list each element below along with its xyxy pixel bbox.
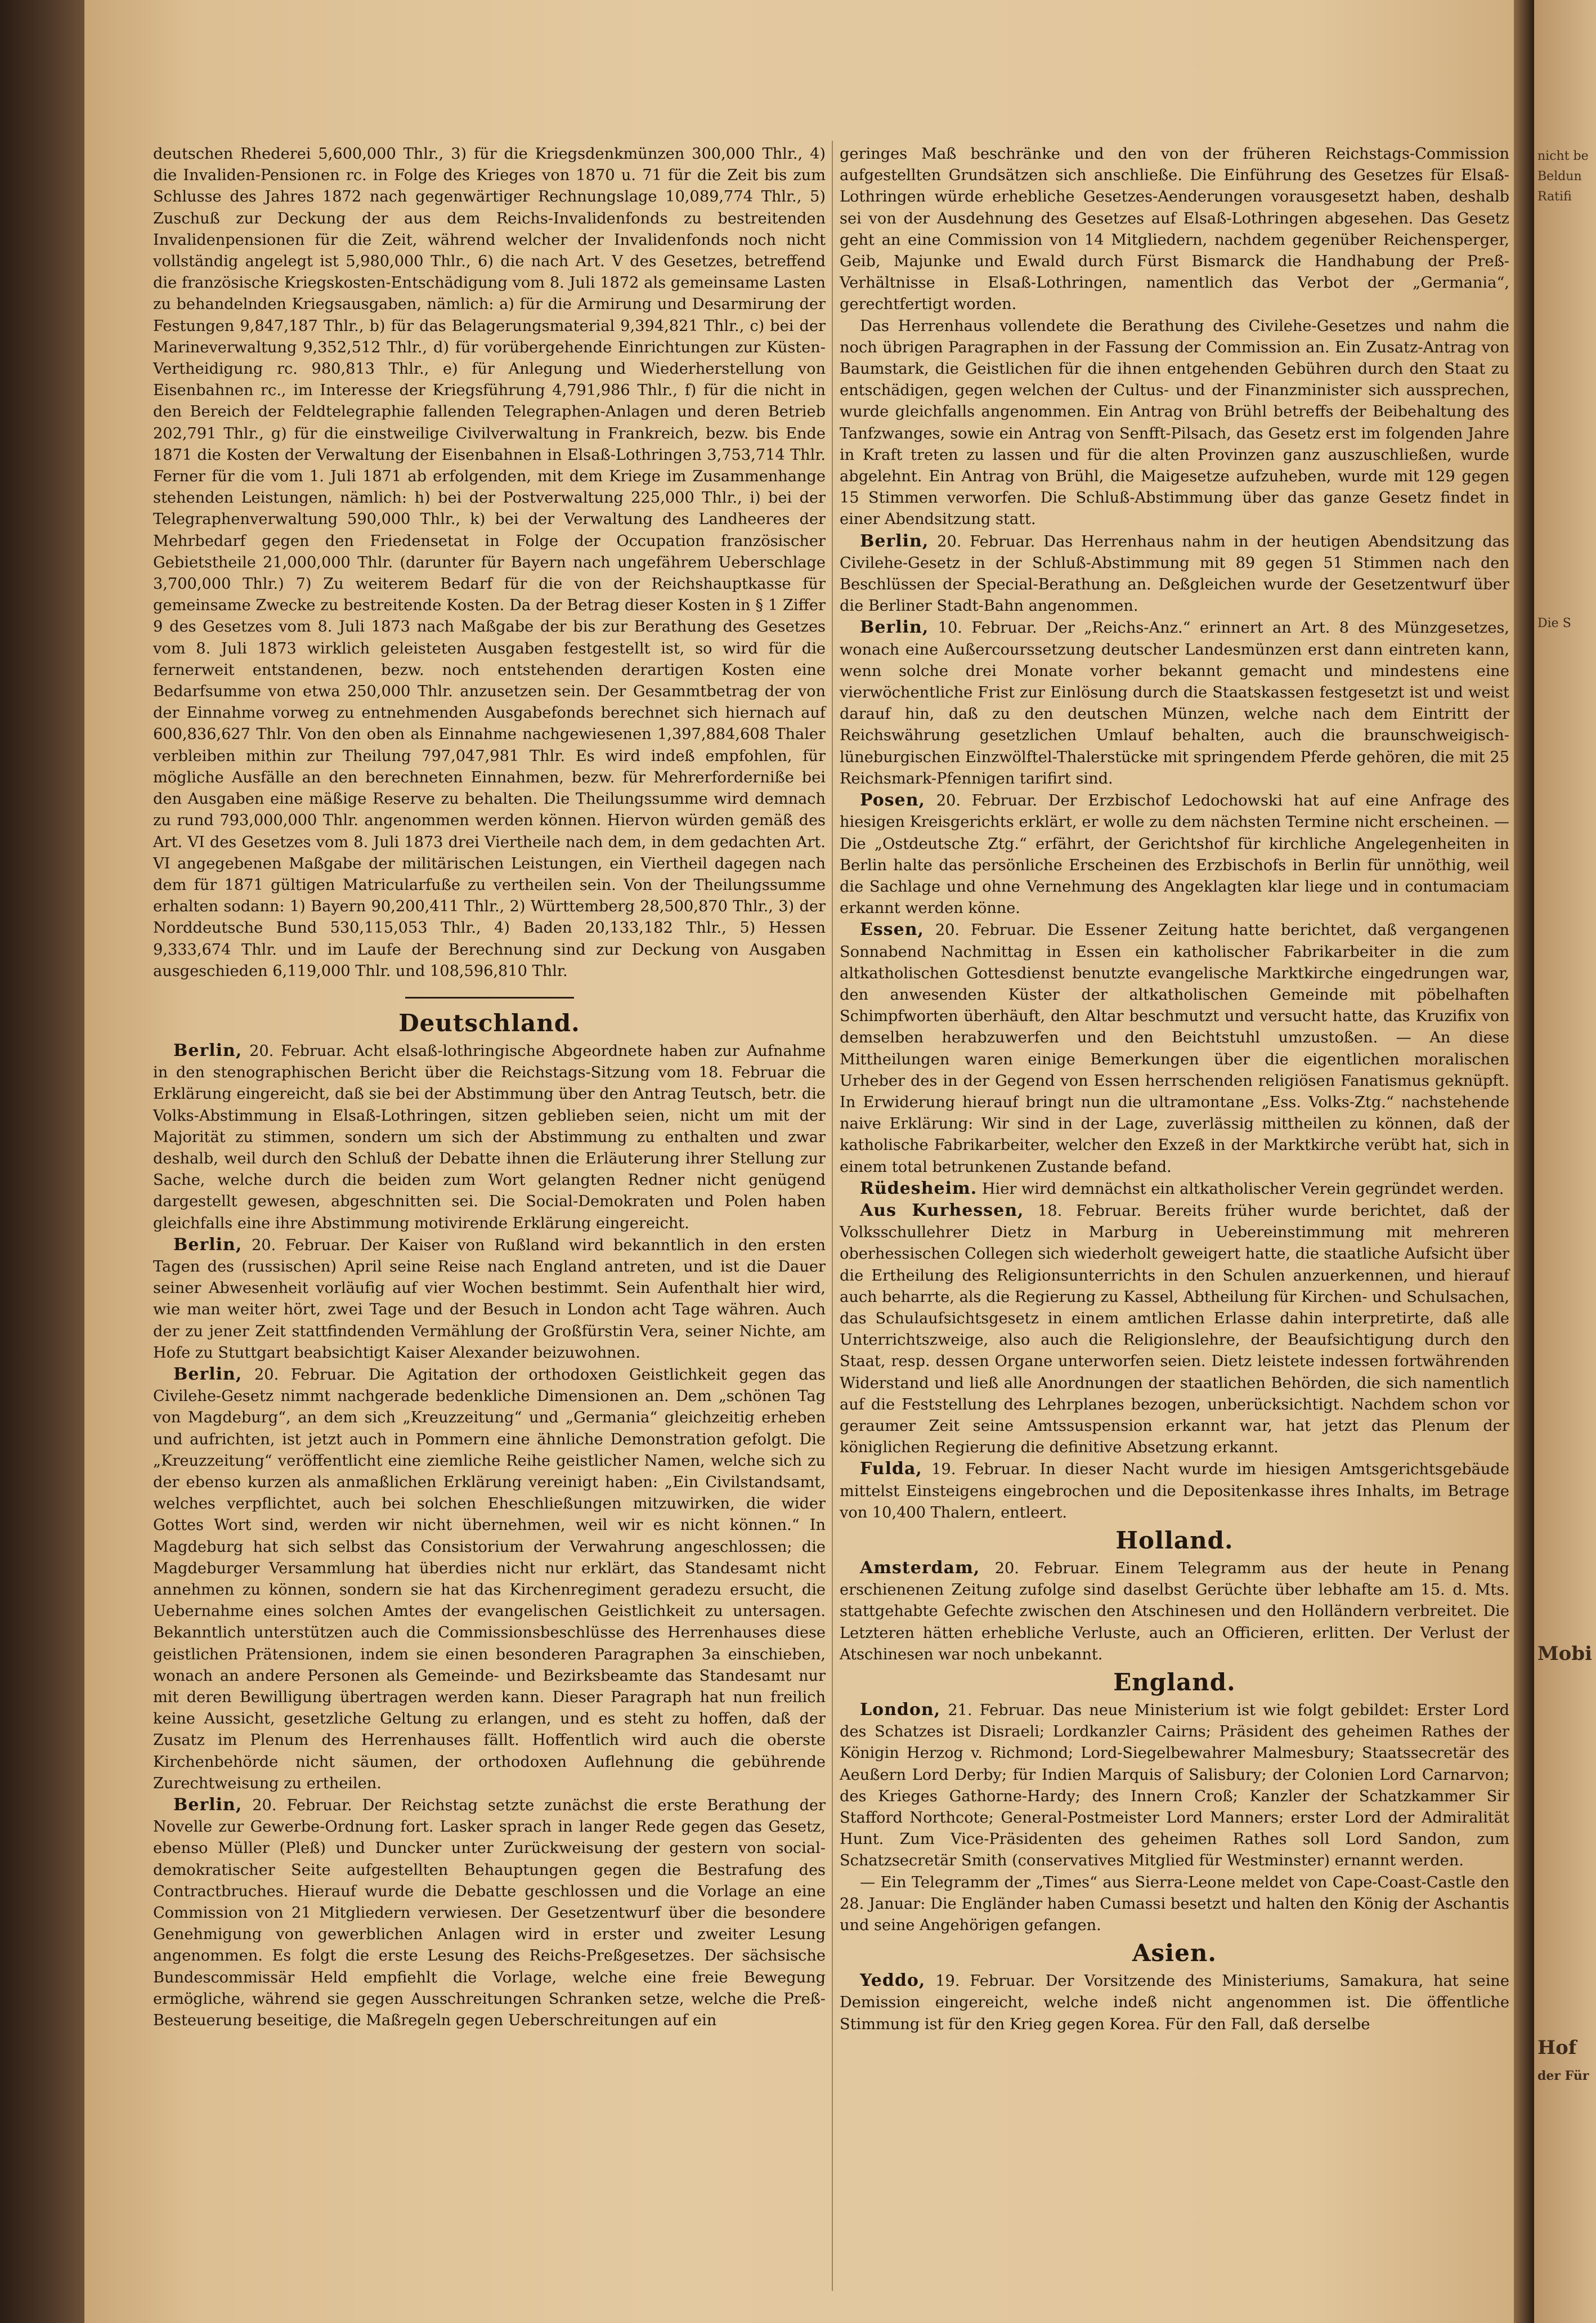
news-item	[840, 1699, 1509, 1872]
book-spine-left	[0, 0, 84, 2323]
dateline: London,	[860, 1700, 941, 1720]
next-page-fragment: der Für	[1537, 2069, 1589, 2083]
news-item	[153, 1794, 826, 2031]
news-text: 20. Februar. Die Agitation der orthodoxen Geistlichkeit gegen das Civilehe-Gesetz nimmt nachgerade bedenkliche Dimensionen an. Dem „schönen Tag von Magdeburg“, an dem sich „Kreuzzeitung“ und „Germania“ gleichzeitig erheben und aufrichten, ist jetzt auch in Pommern eine ähnliche Demonstration gefolgt. Die „Kreuzzeitung“ veröffentlicht eine ziemliche Reihe geistlicher Namen, welche sich zu der ebenso kurzen als anmaßlichen Erklärung vereinigt haben: „Ein Civilstandsamt, welches verpflichtet, auch bei solchen Eheschließungen mitzuwirken, die wider Gottes Wort sind, werden wir nicht übernehmen, weil wir es nicht können.“ In Magdeburg hat sich selbst das Consistorium der Verwahrung angeschlossen; die Magdeburger Versammlung hat überdies nicht nur erklärt, das Standesamt nicht annehmen zu können, sondern sie hat das Kirchenregiment geradezu ersucht, die Uebernahme eines solchen Amtes der evangelischen Geistlichkeit zu untersagen. Bekanntlich unterstützen auch die Commissionsbeschlüsse des Herrenhauses diese geistlichen Prätensionen, indem sie einen besonderen Paragraphen 3a einschieben, wonach an andere Personen als Gemeinde- und Bezirksbeamte das Standesamt nur mit deren Bewilligung übertragen werden kann. Dieser Paragraph hat nun freilich keine Aussicht, gesetzliche Geltung zu erlangen, und es steht zu hoffen, daß der Zusatz im Plenum des Herrenhauses fällt. Hoffentlich wird auch die oberste Kirchenbehörde nicht säumen, der orthodoxen Auflehnung die gebührende Zurechtweisung zu ertheilen.	[153, 1366, 826, 1792]
news-item	[840, 790, 1509, 919]
news-text: 10. Februar. Der „Reichs-Anz.“ erinnert an Art. 8 des Münzgesetzes, wonach eine Außercourssetzung deutscher Landesmünzen erst dann eintreten kann, wenn solche drei Monate vorher bekannt gemacht und mindestens eine vierwöchentliche Frist zur Einlösung durch die Staatskassen festgesetzt ist und weist darauf hin, daß zu den deutschen Münzen, welche nach dem Eintritt der Reichswährung gesetzlichen Umlauf behalten, auch die braunschweigisch-lüneburgischen Einzwölftel-Thalerstücke mit springendem Pferde gehören, die mit 25 Reichsmark-Pfennigen tarifirt sind.	[840, 619, 1509, 787]
dateline: Posen,	[860, 790, 925, 811]
news-text: Hier wird demnächst ein altkatholischer Verein gegründet werden.	[977, 1180, 1504, 1198]
dateline: Fulda,	[860, 1459, 922, 1479]
next-page-fragment: Ratifi	[1537, 190, 1572, 204]
dateline: Berlin,	[173, 1040, 243, 1060]
dateline: Amsterdam,	[860, 1558, 980, 1578]
dateline: Rüdesheim.	[860, 1178, 978, 1198]
news-item	[840, 1557, 1509, 1666]
news-item	[840, 1970, 1509, 2035]
news-text: 20. Februar. Der Kaiser von Rußland wird bekanntlich in den ersten Tagen des (russischen) April seine Reise nach England antreten, und ist die Dauer seiner Abwesenheit vorläufig auf vier Wochen bestimmt. Sein Aufenthalt hier wird, wie man weiter hört, zwei Tage und der Besuch in London acht Tage währen. Auch der zu jener Zeit stattfindenden Vermählung der Großfürstin Vera, seiner Nichte, am Hofe zu Stuttgart beabsichtigt Kaiser Alexander beizuwohnen.	[153, 1236, 826, 1362]
news-text: 21. Februar. Das neue Ministerium ist wie folgt gebildet: Erster Lord des Schatzes ist Disraeli; Lordkanzler Cairns; Präsident des geheimen Rathes der Königin Herzog v. Richmond; Lord-Siegelbewahrer Malmesbury; Staatssecretär des Aeußern Lord Derby; für Indien Marquis of Salisbury; der Colonien Lord Carnarvon; des Krieges Gathorne-Hardy; des Innern Croß; Kanzler der Schatzkammer Sir Stafford Northcote; General-Postmeister Lord Manners; erster Lord der Admiralität Hunt. Zum Vice-Präsidenten des geheimen Rathes soll Lord Sandon, zum Schatzsecretär Smith (conservatives Mitglied für Westminster) ernannt werden.	[840, 1702, 1509, 1870]
section-rule	[405, 997, 574, 999]
dateline: Yeddo,	[860, 1971, 926, 1991]
next-page-edge	[1534, 0, 1596, 2323]
news-item	[153, 1234, 826, 1364]
news-text: 19. Februar. Der Vorsitzende des Ministeriums, Samakura, hat seine Demission eingereicht, welche indeß nicht angenommen ist. Die öffentliche Stimmung ist für den Krieg gegen Korea. Für den Fall, daß derselbe	[840, 1972, 1509, 2033]
next-page-fragment: Die S	[1537, 616, 1571, 630]
news-text: 20. Februar. Acht elsaß-lothringische Abgeordnete haben zur Aufnahme in den stenographischen Bericht über die Reichstags-Sitzung vom 18. Februar die Erklärung eingereicht, daß sie bei der Abstimmung über den Antrag Teutsch, betr. die Volks-Abstimmung in Elsaß-Lothringen, sitzen geblieben seien, nicht um mit der Majorität zu stimmen, sondern um sich der Abstimmung zu enthalten und zwar deshalb, weil durch den Schluß der Debatte ihnen die Erläuterung ihrer Stellung zur Sache, welche durch die beiden zum Wort gelangten Redner nicht genügend dargestellt gewesen, abgeschnitten sei. Die Social-Demokraten und Polen haben gleichfalls eine ihre Abstimmung motivirende Erklärung eingereicht.	[153, 1042, 826, 1232]
news-item	[840, 919, 1509, 1178]
news-item	[153, 1040, 826, 1234]
section-title-england: England.	[1113, 1668, 1236, 1697]
news-item	[840, 1178, 1509, 1200]
next-page-fragment: Mobi	[1537, 1642, 1593, 1665]
column-left	[153, 144, 826, 2031]
news-text: 20. Februar. Der Erzbischof Ledochowski hat auf eine Anfrage des hiesigen Kreisgerichts erklärt, er wolle zu dem nächsten Termine nicht erscheinen. — Die „Ostdeutsche Ztg.“ erfährt, der Gerichtshof für kirchliche Angelegenheiten in Berlin halte das persönliche Erscheinen des Erzbischofs in Berlin für unnöthig, weil die Sachlage und ohne Vernehmung des Angeklagten klar liege und in contumaciam erkannt werden könne.	[840, 792, 1509, 917]
book-gutter	[1514, 0, 1534, 2323]
dateline: Berlin,	[173, 1234, 243, 1255]
news-text: 20. Februar. Der Reichstag setzte zunächst die erste Berathung der Novelle zur Gewerbe-Ordnung fort. Lasker sprach in langer Rede gegen das Gesetz, ebenso Müller (Pleß) und Duncker unter Zurückweisung der gestern von social-demokratischer Seite aufgestellten Behauptungen gegen die Bestrafung des Contractbruches. Hierauf wurde die Debatte geschlossen und die Vorlage an eine Commission von 21 Mitgliedern verwiesen. Der Gesetzentwurf über die besondere Genehmigung von gewerblichen Anlagen wird in erster und zweiter Lesung angenommen. Es folgt die erste Lesung des Reichs-Preßgesetzes. Der sächsische Bundescommissär Held empfiehlt die Vorlage, welche eine freie Bewegung ermögliche, während sie gegen Ausschreitungen Schranken setze, welche die Preß-Besteuerung beseitige, die Maßregeln gegen Ueberschreitungen auf ein	[153, 1797, 826, 2030]
dateline: Berlin,	[173, 1795, 243, 1815]
news-item	[840, 531, 1509, 617]
news-item	[840, 617, 1509, 790]
dateline: Berlin,	[860, 531, 929, 551]
dateline: Berlin,	[860, 617, 929, 638]
dateline: Essen,	[860, 920, 924, 940]
next-page-fragment: Beldun	[1537, 169, 1582, 183]
section-title-asien: Asien.	[1132, 1939, 1217, 1967]
news-item	[840, 1458, 1509, 1524]
news-item: Das Herrenhaus vollendete die Berathung des Civilehe-Gesetzes und nahm die noch übrigen Paragraphen in der Fassung der Commission an. Ein Zusatz-Antrag von Baumstark, die Geistlichen für die ihnen entgehenden Gebühren durch den Staat zu entschädigen, gegen welchen der Cultus- und der Finanzminister sich aussprechen, wurde gleichfalls angenommen. Ein Antrag von Brühl betreffs der Beibehaltung des Tanfzwanges, sowie ein Antrag von Senfft-Pilsach, das Gesetz erst im folgenden Jahre in Kraft treten zu lassen und für die alten Provinzen ganz auszuschließen, wurde abgelehnt. Ein Antrag von Brühl, die Maigesetze aufzuheben, wurde mit 129 gegen 15 Stimmen verworfen. Die Schluß-Abstimmung über das ganze Gesetz findet in einer Abendsitzung statt.	[840, 317, 1509, 529]
news-item	[153, 1364, 826, 1794]
dateline: Aus Kurhessen,	[860, 1200, 1024, 1220]
news-item	[840, 1200, 1509, 1458]
news-text: 19. Februar. In dieser Nacht wurde im hiesigen Amtsgerichtsgebäude mittelst Einsteigens eingebrochen und die Depositenkasse ihres Inhalts, im Betrage von 10,400 Thalern, entleert.	[840, 1461, 1509, 1521]
article-continuation: deutschen Rhederei 5,600,000 Thlr., 3) für die Kriegsdenkmünzen 300,000 Thlr., 4) die Invaliden-Pensionen rc. in Folge des Krieges von 1870 u. 71 für die Zeit bis zum Schlusse des Jahres 1872 nach gegenwärtiger Rechnungslage 10,089,774 Thlr., 5) Zuschuß zur Deckung der aus dem Reichs-Invalidenfonds zu bestreitenden Invalidenpensionen für die Zeit, während welcher der Invalidenfonds noch nicht vollständig angelegt ist 5,980,000 Thlr., 6) die nach Art. V des Gesetzes, betreffend die französische Kriegskosten-Entschädigung vom 8. Juli 1872 als gemeinsame Lasten zu behandelnden Kriegsausgaben, nämlich: a) für die Armirung und Desarmirung der Festungen 9,847,187 Thlr., b) für das Belagerungsmaterial 9,394,821 Thlr., c) bei der Marineverwaltung 9,352,512 Thlr., d) für vorübergehende Einrichtungen zur Küsten-Vertheidigung rc. 980,813 Thlr., e) für Anlegung und Wiederherstellung von Eisenbahnen rc., im Interesse der Kriegsführung 4,791,986 Thlr., f) für die nicht in den Bereich der Feldtelegraphie fallenden Telegraphen-Anlagen und deren Betrieb 202,791 Thlr., g) für die einstweilige Civilverwaltung in Frankreich, bezw. bis Ende 1871 die Kosten der Verwaltung der Eisenbahnen in Elsaß-Lothringen 3,753,714 Thlr. Ferner für die vom 1. Juli 1871 ab erfolgenden, mit dem Kriege im Zusammenhange stehenden Leistungen, nämlich: h) bei der Postverwaltung 225,000 Thlr., i) bei der Telegraphenverwaltung 590,000 Thlr., k) bei der Verwaltung des Landheeres der Mehrbedarf gegen den Friedensetat in Folge der Occupation französischer Gebietstheile 21,000,000 Thlr. (darunter für Bayern nach ungefährem Ueberschlage 3,700,000 Thlr.) 7) Zu weiterem Bedarf für die von der Reichshauptkasse für gemeinsame Zwecke zu bestreitende Kosten. Da der Betrag dieser Kosten in § 1 Ziffer 9 des Gesetzes vom 8. Juli 1873 nach Maßgabe der bis zur Berathung des Gesetzes vom 8. Juli 1873 wirklich geleisteten Ausgaben festgestellt ist, so wird für die fernerweit entstandenen, bezw. noch entstehenden derartigen Kosten eine Bedarfsumme von etwa 250,000 Thlr. anzusetzen sein. Der Gesammtbetrag der von der Einnahme vorweg zu entnehmenden Ausgabefonds berechnet sich hiernach auf 600,836,627 Thlr. Von den oben als Einnahme nachgewiesenen 1,397,884,608 Thaler verbleiben mithin zur Theilung 797,047,981 Thlr. Es wird indeß empfohlen, für mögliche Ausfälle an den berechneten Einnahmen, bezw. für Mehrerforderniße bei den Ausgaben eine mäßige Reserve zu behalten. Die Theilungssumme wird demnach zu rund 793,000,000 Thlr. angenommen werden können. Hiervon würden gemäß des Art. VI des Gesetzes vom 8. Juli 1873 drei Viertheile nach dem, in dem gedachten Art. VI angegebenen Maßgabe der militärischen Leistungen, ein Viertheil dagegen nach dem für 1871 gültigen Matricularfuße zu vertheilen sein. Von der Theilungssumme erhalten sodann: 1) Bayern 90,200,411 Thlr., 2) Württemberg 28,500,870 Thlr., 3) der Norddeutsche Bund 530,115,053 Thlr., 4) Baden 20,133,182 Thlr., 5) Hessen 9,333,674 Thlr. und im Laufe der Berechnung sind zur Deckung von Ausgaben ausgeschieden 6,119,000 Thlr. und 108,596,810 Thlr.	[153, 145, 826, 980]
news-item: — Ein Telegramm der „Times“ aus Sierra-Leone meldet von Cape-Coast-Castle den 28. Januar: Die Engländer haben Cumassi besetzt und halten den König der Aschantis und seine Angehörigen gefangen.	[840, 1873, 1509, 1935]
section-title-deutschland: Deutschland.	[398, 1009, 580, 1037]
news-text: 20. Februar. Einem Telegramm aus der heute in Penang erschienenen Zeitung zufolge sind daselbst Gerüchte über lebhafte am 15. d. Mts. stattgehabte Gefechte zwischen den Atschinesen und den Holländern verbreitet. Die Letzteren hätten erhebliche Verluste, auch an Officieren, erlitten. Der Verlust der Atschinesen war noch unbekannt.	[840, 1560, 1509, 1663]
column-right	[840, 144, 1509, 2035]
next-page-fragment: Hof	[1537, 2036, 1577, 2059]
dateline: Berlin,	[173, 1364, 243, 1384]
next-page-fragment: nicht be	[1537, 149, 1589, 163]
section-title-holland: Holland.	[1115, 1527, 1234, 1554]
column-divider	[832, 141, 833, 2291]
news-text: 20. Februar. Die Essener Zeitung hatte berichtet, daß vergangenen Sonnabend Nachmittag in Essen ein katholischer Fabrikarbeiter in die zum altkatholischen Gottesdienst benutzte evangelische Marktkirche eingedrungen war, den anwesenden Küster der altkatholischen Gemeinde mit pöbelhaften Schimpfworten überhäuft, den Altar beschmutzt und versucht hatte, das Kruzifix von demselben herabzuwerfen und den Beichtstuhl umzustoßen. — An diese Mittheilungen waren einige Bemerkungen über die eigentlichen moralischen Urheber des in der Gegend von Essen herrschenden religiösen Fanatismus geknüpft. In Erwiderung hierauf bringt nun die ultramontane „Ess. Volks-Ztg.“ nachstehende naive Erklärung: Wir sind in der Lage, zuverlässig mittheilen zu können, daß der katholische Fabrikarbeiter, welcher den Exzeß in der Marktkirche verübt hat, sich in einem total betrunkenen Zustande befand.	[840, 921, 1509, 1176]
news-text: 18. Februar. Bereits früher wurde berichtet, daß der Volksschullehrer Dietz in Marburg in Uebereinstimmung mit mehreren oberhessischen Collegen sich wiederholt geweigert hatte, die staatliche Aufsicht über die Ertheilung des Religionsunterrichts in den Schulen anzuerkennen, und hierauf auch beharrte, als die Regierung zu Kassel, Abtheilung für Kirchen- und Schulsachen, das Schulaufsichtsgesetz in einem amtlichen Erlasse dahin interpretirte, daß alle Unterrichtszweige, also auch die Religionslehre, der Beaufsichtigung durch den Staat, resp. dessen Organe unterworfen seien. Dietz leistete indessen fortwährenden Widerstand und ließ alle Anordnungen der staatlichen Behörden, die sich namentlich auf die Feststellung des Lehrplanes bezogen, unberücksichtigt. Nachdem schon vor geraumer Zeit seine Amtssuspension erkannt war, hat jetzt das Plenum der königlichen Regierung die definitive Absetzung erkannt.	[840, 1202, 1509, 1457]
news-text: 20. Februar. Das Herrenhaus nahm in der heutigen Abendsitzung das Civilehe-Gesetz in der Schluß-Abstimmung mit 89 gegen 51 Stimmen nach den Beschlüssen der Special-Berathung an. Deßgleichen wurde der Gesetzentwurf über die Berliner Stadt-Bahn angenommen.	[840, 532, 1509, 615]
article-continuation: geringes Maß beschränke und den von der früheren Reichstags-Commission aufgestellten Grundsätzen sich anschließe. Die Einführung des Gesetzes für Elsaß-Lothringen würde erhebliche Gesetzes-Aenderungen vorausgesetzt haben, deshalb sei von der Ausdehnung des Gesetzes auf Elsaß-Lothringen abgesehen. Das Gesetz geht an eine Commission von 14 Mitgliedern, nachdem gegenüber Reichensperger, Geib, Majunke und Ewald durch Fürst Bismarck die Handhabung der Preß-Verhältnisse in Elsaß-Lothringen, namentlich das Verbot der „Germania“, gerechtfertigt worden.	[840, 145, 1509, 314]
